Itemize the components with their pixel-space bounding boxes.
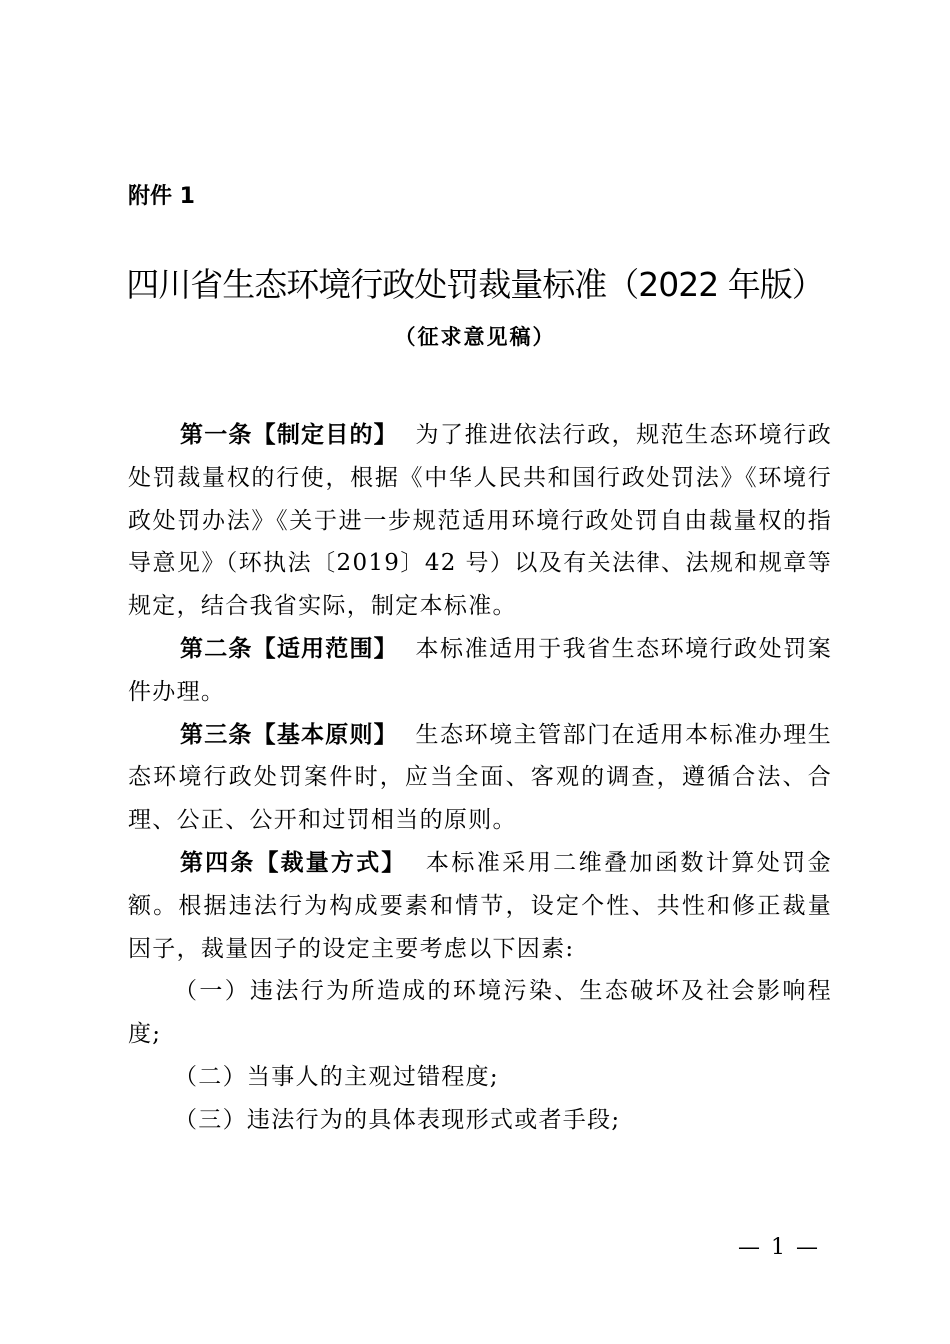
article-4-text: 本标准采用二维叠加函数计算处罚金额。根据违法行为构成要素和情节，设定个性、共性和修正裁量因子，裁量因子的设定主要考虑以下因素: <box>128 849 832 962</box>
article-4 <box>128 842 832 970</box>
document-body <box>128 414 832 1142</box>
attachment-label: 附件 1 <box>128 184 195 209</box>
article-2 <box>128 628 832 714</box>
article-2-heading: 第二条【适用范围】 <box>180 635 398 662</box>
list-item-3: （三）违法行为的具体表现形式或者手段; <box>174 1106 621 1133</box>
article-3 <box>128 714 832 842</box>
list-item-2: （二）当事人的主观过错程度; <box>174 1063 499 1090</box>
document-subtitle: （征求意见稿） <box>394 325 556 349</box>
article-1-text: 为了推进依法行政，规范生态环境行政处罚裁量权的行使，根据《中华人民共和国行政处罚法》《环境行政处罚办法》《关于进一步规范适用环境行政处罚自由裁量权的指导意见》（环执法〔2019〕42 号）以及有关法律、法规和规章等规定，结合我省实际，制定本标准。 <box>128 422 832 620</box>
article-3-text: 生态环境主管部门在适用本标准办理生态环境行政处罚案件时，应当全面、客观的调查，遵循合法、合理、公正、公开和过罚相当的原则。 <box>128 721 832 834</box>
article-2-text: 本标准适用于我省生态环境行政处罚案件办理。 <box>128 635 832 705</box>
article-1-heading: 第一条【制定目的】 <box>180 422 398 448</box>
article-3-heading: 第三条【基本原则】 <box>180 721 398 748</box>
article-1 <box>128 414 832 628</box>
article-4-heading: 第四条【裁量方式】 <box>180 849 407 876</box>
page-number: — 1 — <box>738 1235 820 1260</box>
document-title: 四川省生态环境行政处罚裁量标准（2022 年版） <box>126 265 824 304</box>
list-item-1: （一）违法行为所造成的环境污染、生态破坏及社会影响程度; <box>128 978 832 1048</box>
